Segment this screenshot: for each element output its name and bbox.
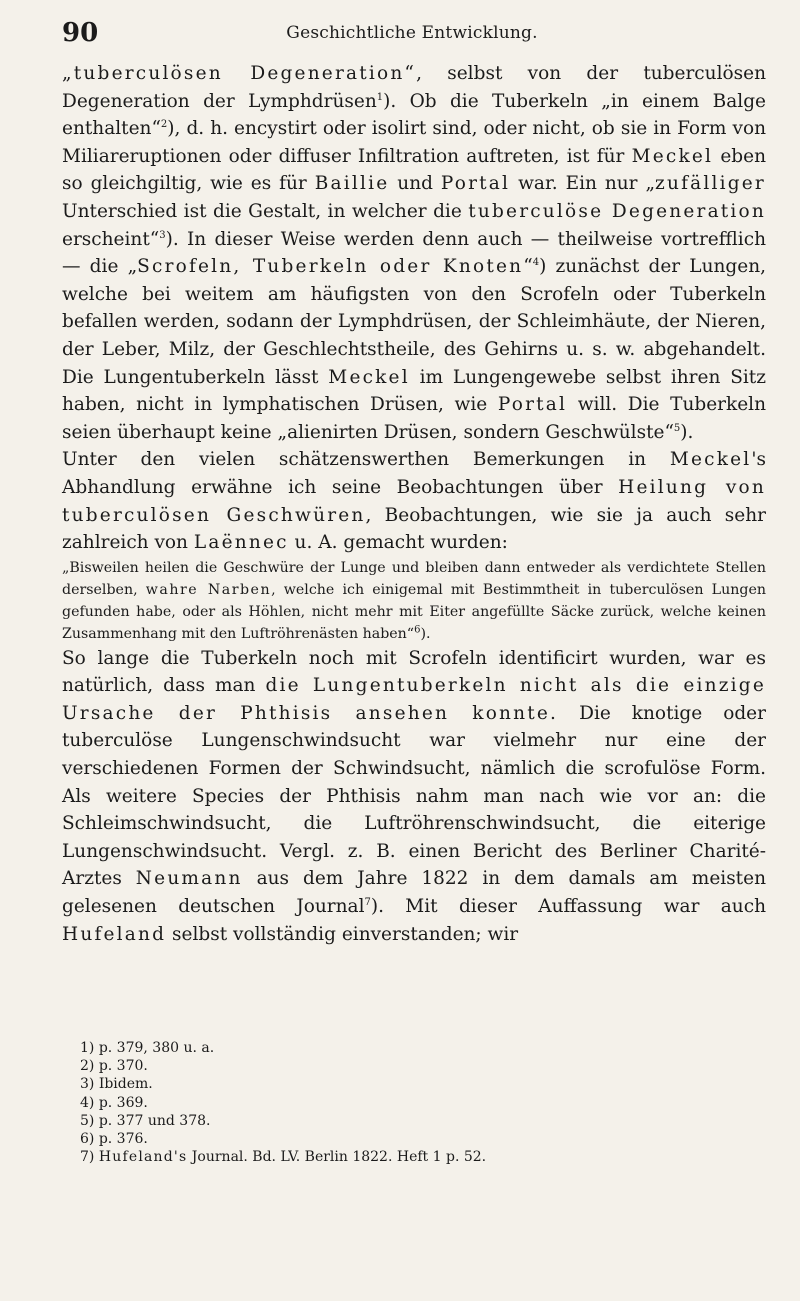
- text-run: , selbst von der tuberculösen Degeneration der Lymphdrüsen: [62, 63, 766, 112]
- text-run: eben so gleichgiltig, wie es für: [62, 145, 766, 195]
- running-title: Geschichtliche Entwicklung.: [286, 23, 538, 43]
- spaced-text: Meckel: [328, 366, 410, 388]
- text-run: Die knotige oder tuberculöse Lungenschwindsucht war vielmehr nur eine der verschiedenen Formen der Schwindsucht, nämlich die scrofulöse Form. Als weitere Species der Phthisis nahm man nach wie vor an: die Schleimschwindsucht, die Luftröhrenschwindsucht, die eiterige Lungenschwindsucht. Vergl. z. B. einen Bericht des Berliner Charité-Arztes: [62, 702, 766, 890]
- spaced-text: die Lungentuberkeln nicht als die einzige Ursache der Phthisis ansehen konnte.: [62, 675, 766, 724]
- block-quote: [62, 557, 766, 645]
- footnote: 4) p. 369.: [80, 1094, 148, 1111]
- spaced-text: wahre Narben: [145, 581, 272, 598]
- text-run: 7): [80, 1149, 99, 1166]
- spaced-text: Hufeland's: [98, 1149, 188, 1166]
- footnote: 3) Ibidem.: [80, 1076, 153, 1093]
- text-run: ).: [680, 421, 694, 443]
- footnote-ref: 6: [414, 623, 421, 635]
- body-text: [62, 60, 766, 948]
- paragraph: [62, 60, 766, 446]
- spaced-text: Heilung von tuberculösen Geschwüren: [62, 476, 766, 526]
- spaced-text: Baillie: [314, 173, 390, 195]
- text-run: im Lungengewebe selbst ihren Sitz haben, nicht in lymphatischen Drüsen, wie: [62, 366, 766, 416]
- spaced-text: Neumann: [135, 868, 243, 890]
- text-run: 's Abhandlung erwähne ich seine Beobachtungen über: [62, 449, 766, 498]
- text-run: So lange die Tuberkeln noch mit Scrofeln identificirt wurden, war es natürlich, dass man: [62, 647, 766, 697]
- text-run: Journal. Bd. LV. Berlin 1822. Heft 1 p. 52.: [187, 1149, 487, 1166]
- text-run: u. A. gemacht wurden:: [288, 532, 508, 554]
- footnote-ref: 1: [376, 91, 384, 103]
- text-run: ). Mit dieser Auffassung war auch: [370, 896, 766, 918]
- footnote-ref: 5: [673, 422, 681, 434]
- spaced-text: Hufeland: [62, 923, 167, 945]
- text-run: selbst vollständig einverstanden; wir: [166, 923, 519, 945]
- spaced-text: Meckel: [669, 449, 752, 471]
- text-run: ) zunächst der Lungen, welche bei weitem am häufigsten von den Scrofeln oder Tuberkeln befallen werden, sodann der Lymphdrüsen, der Schleimhäute, der Nieren, der Leber, Milz, der Geschlechtstheile, des Gehirns u. s. w. abgehandelt. Die Lungentuberkeln lässt: [62, 256, 766, 388]
- paragraph: [62, 446, 766, 556]
- text-run: ), d. h. encystirt oder isolirt sind, oder nicht, ob sie in Form von Miliareruptionen oder diffuser Infiltration auftreten, ist für: [62, 118, 766, 167]
- text-run: „Bisweilen heilen die Geschwüre der Lunge und bleiben dann entweder als verdichtete Stellen derselben,: [62, 559, 766, 598]
- footnote-ref: 7: [364, 896, 371, 908]
- text-run: aus dem Jahre 1822 in dem damals am meisten gelesenen deutschen Journal: [62, 868, 766, 918]
- spaced-text: Meckel: [631, 145, 714, 167]
- text-run: , Beobachtungen, wie sie ja auch sehr zahlreich von: [62, 504, 767, 554]
- footnote: 5) p. 377 und 378.: [80, 1112, 211, 1129]
- footnote-ref: 3: [159, 229, 166, 241]
- text-run: ). In dieser Weise werden denn auch — theilweise vortrefflich — die „: [62, 228, 766, 278]
- paragraph: [62, 645, 766, 949]
- text-run: war. Ein nur „: [510, 173, 656, 195]
- spaced-text: „tuberculösen Degeneration“: [62, 63, 417, 84]
- footnote: 6) p. 376.: [80, 1131, 148, 1148]
- footnote: 2) p. 370.: [80, 1058, 148, 1075]
- text-run: ).: [420, 625, 431, 642]
- spaced-text: Scrofeln, Tuberkeln oder Knoten: [137, 256, 524, 278]
- spaced-text: tuberculöse Degeneration: [468, 200, 766, 222]
- footnotes: [80, 1039, 486, 1166]
- page-number: 90: [62, 18, 99, 48]
- footnote: [80, 1148, 486, 1166]
- footnote: 1) p. 379, 380 u. a.: [80, 1040, 215, 1056]
- page-header: [62, 18, 762, 50]
- spaced-text: Portal: [440, 173, 511, 195]
- text-run: will. Die Tuberkeln seien überhaupt keine „alienirten Drüsen, sondern Geschwülste“: [62, 394, 766, 443]
- footnote-ref: 4: [532, 257, 540, 268]
- text-run: Unter den vielen schätzenswerthen Bemerkungen in: [62, 449, 670, 471]
- spaced-text: zufälliger: [655, 173, 766, 195]
- footnote-ref: 2: [160, 119, 168, 131]
- text-run: , welche ich einigemal mit Bestimmtheit in tuberculösen Lungen gefunden habe, oder als Höhlen, nicht mehr mit Eiter angefüllte Säcke zurück, welche keinen Zusammenhang mit den Luftröhrenästen haben“: [62, 581, 766, 642]
- text-run: und: [389, 173, 441, 195]
- text-run: “: [523, 256, 533, 278]
- text-run: Unterschied ist die Gestalt, in welcher die: [62, 200, 469, 222]
- spaced-text: Portal: [497, 394, 568, 416]
- spaced-text: Laënnec: [193, 532, 289, 554]
- text-run: erscheint“: [62, 228, 160, 250]
- text-run: ). Ob die Tuberkeln „in einem Balge enthalten“: [62, 90, 767, 140]
